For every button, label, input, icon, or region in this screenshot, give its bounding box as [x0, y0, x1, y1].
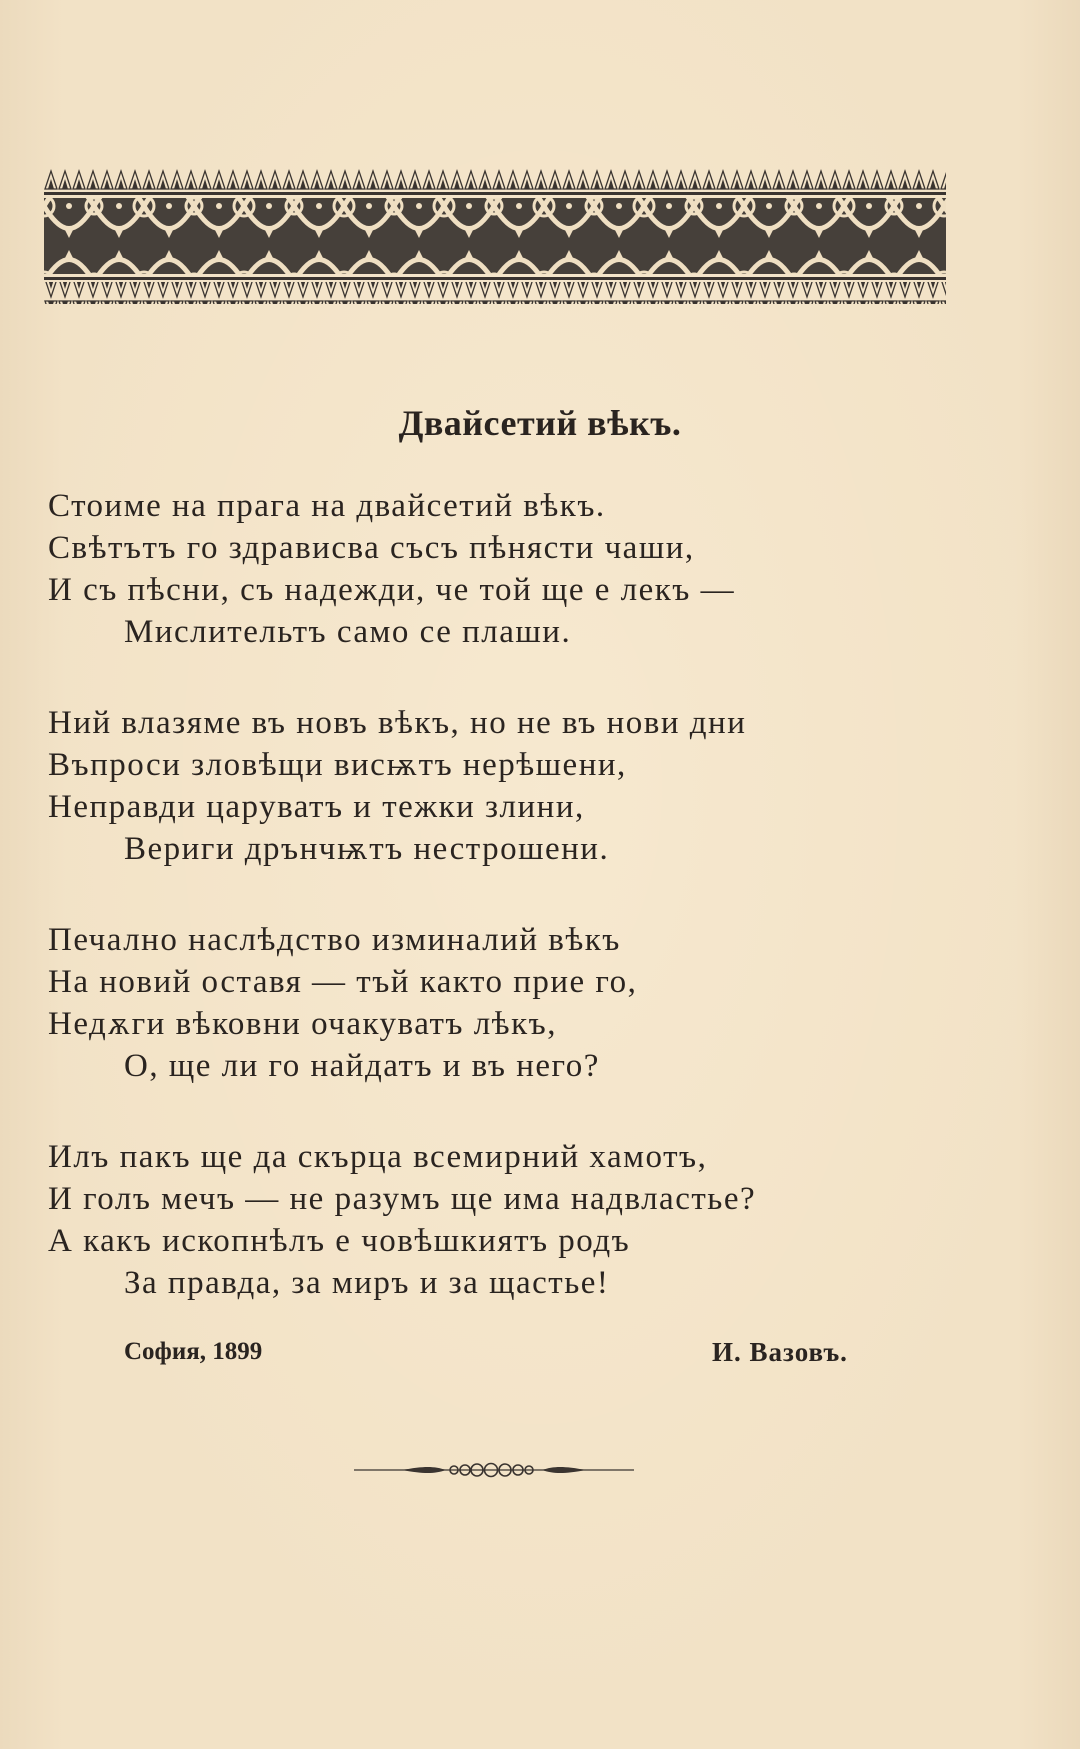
stanza [48, 1136, 1038, 1304]
poem-title: Двайсетий вѣкъ. [398, 403, 682, 443]
poem-line: Въпроси зловѣщи висѭтъ нерѣшени, [48, 747, 627, 783]
poem-line: Недѫги вѣковни очакуватъ лѣкъ, [48, 1006, 557, 1042]
poem-line: Илъ пакъ ще да скърца всемирний хамотъ, [48, 1139, 708, 1175]
place-date: София, 1899 [124, 1338, 263, 1365]
poem-line: А какъ ископнѣлъ е човѣшкиятъ родъ [48, 1223, 631, 1259]
poem-line: Неправди царуватъ и тежки злини, [48, 789, 585, 825]
poem-body [48, 485, 1038, 1353]
stanza [48, 919, 1038, 1087]
poem-line: Вериги дрънчѭтъ нестрошени. [124, 831, 610, 867]
poem-line: Мислительтъ само се плаши. [124, 614, 572, 650]
poem-line: Печално наслѣдство изминалий вѣкъ [48, 922, 621, 958]
stanza [48, 702, 1038, 870]
poem-line: И голъ мечъ — не разумъ ще има надвластье? [48, 1181, 757, 1217]
poem-line: Ний влазяме въ новъ вѣкъ, но не въ нови дни [48, 705, 747, 741]
poem-line: О, ще ли го найдатъ и въ него? [124, 1048, 600, 1084]
poem-line: За правда, за миръ и за щастье! [124, 1265, 610, 1301]
poem-line: Свѣтътъ го здрависва съсъ пѣнясти чаши, [48, 530, 695, 566]
stanza [48, 485, 1038, 653]
poem-line: И съ пѣсни, съ надежди, че той ще е лекъ — [48, 572, 736, 608]
poem-line: На новий оставя — тъй както прие го, [48, 964, 638, 1000]
end-ornament-rule [354, 1458, 634, 1482]
poem-line: Стоиме на прага на двайсетий вѣкъ. [48, 488, 606, 524]
decorative-header-band [44, 168, 946, 306]
author-signature: И. Вазовъ. [712, 1337, 848, 1367]
